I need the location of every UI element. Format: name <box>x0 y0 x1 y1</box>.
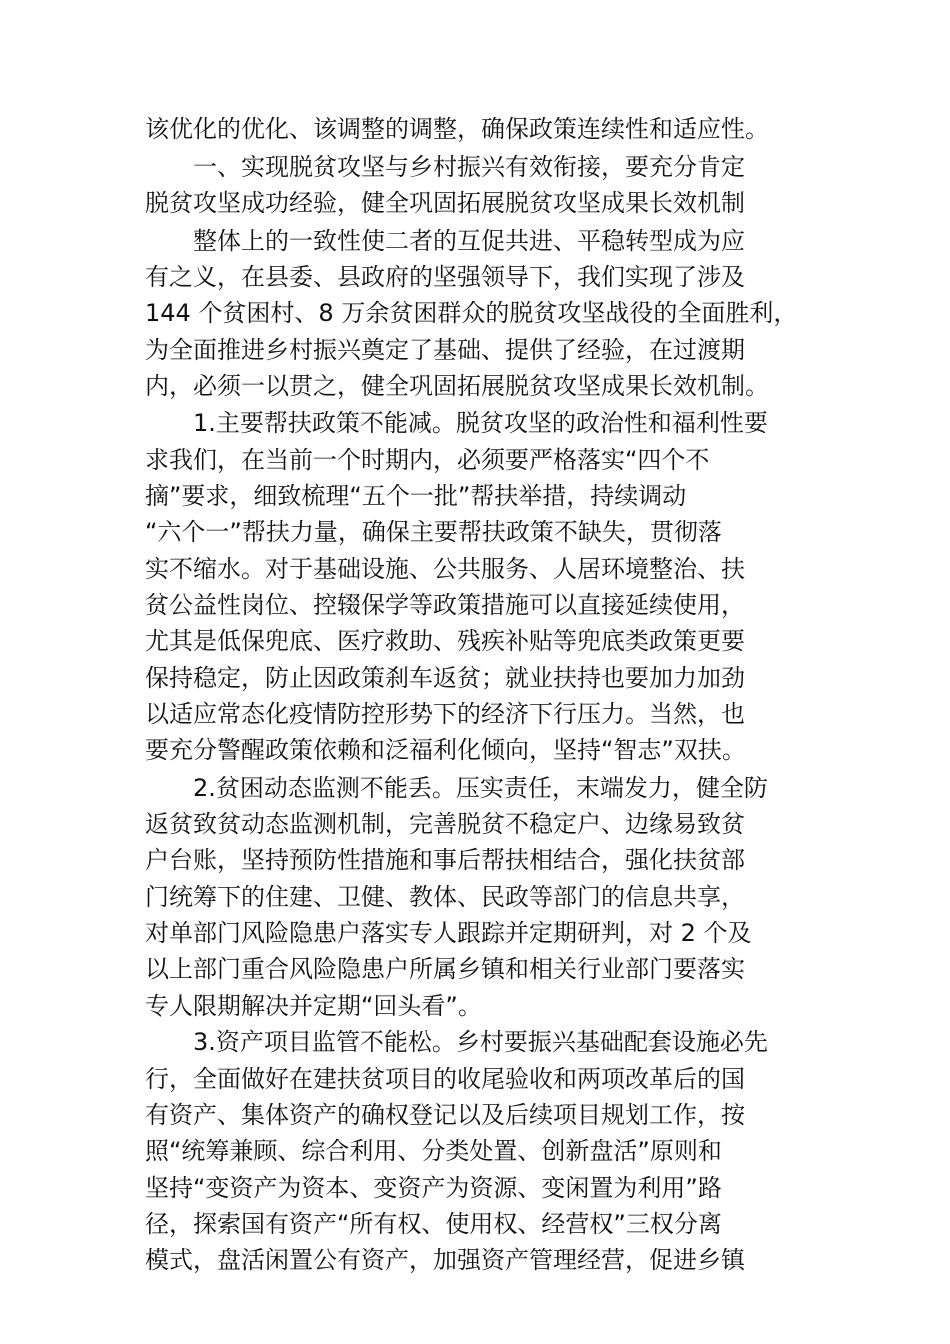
paragraph-line: 为全面推进乡村振兴奠定了基础、提供了经验，在过渡期 <box>145 336 745 364</box>
paragraph-line: “六个一”帮扶力量，确保主要帮扶政策不缺失，贯彻落 <box>145 518 722 546</box>
paragraph-line: 模式，盘活闲置公有资产，加强资产管理经营，促进乡镇 <box>145 1246 745 1274</box>
section-heading: 一、实现脱贫攻坚与乡村振兴有效衔接，要充分肯定 <box>193 153 745 181</box>
paragraph-line: 对单部门风险隐患户落实专人跟踪并定期研判，对 2 个及 <box>145 919 752 947</box>
paragraph-line: 尤其是低保兜底、医疗救助、残疾补贴等兜底类政策更要 <box>145 627 745 655</box>
paragraph-line: 门统筹下的住建、卫健、教体、民政等部门的信息共享， <box>145 883 745 911</box>
paragraph-line: 有资产、集体资产的确权登记以及后续项目规划工作，按 <box>145 1101 745 1129</box>
paragraph-line: 实不缩水。对于基础设施、公共服务、人居环境整治、扶 <box>145 555 745 583</box>
paragraph-line: 144 个贫困村、8 万余贫困群众的脱贫攻坚战役的全面胜利， <box>145 299 798 327</box>
paragraph-line: 以上部门重合风险隐患户所属乡镇和相关行业部门要落实 <box>145 955 745 983</box>
paragraph-line: 返贫致贫动态监测机制，完善脱贫不稳定户、边缘易致贫 <box>145 810 745 838</box>
paragraph-line: 有之义，在县委、县政府的坚强领导下，我们实现了涉及 <box>145 263 745 291</box>
paragraph-line: 3.资产项目监管不能松。乡村要振兴基础配套设施必先 <box>193 1028 768 1056</box>
text-line: 该优化的优化、该调整的调整，确保政策连续性和适应性。 <box>145 115 769 143</box>
paragraph-line: 摘”要求，细致梳理“五个一批”帮扶举措，持续调动 <box>145 482 687 510</box>
paragraph-line: 行，全面做好在建扶贫项目的收尾验收和两项改革后的国 <box>145 1065 745 1093</box>
section-heading: 脱贫攻坚成功经验，健全巩固拓展脱贫攻坚成果长效机制 <box>145 189 745 217</box>
paragraph-line: 户台账，坚持预防性措施和事后帮扶相结合，强化扶贫部 <box>145 846 745 874</box>
paragraph-line: 贫公益性岗位、控辍保学等政策措施可以直接延续使用， <box>145 591 745 619</box>
paragraph-line: 要充分警醒政策依赖和泛福利化倾向，坚持“智志”双扶。 <box>145 736 746 764</box>
paragraph-line: 内，必须一以贯之，健全巩固拓展脱贫攻坚成果长效机制。 <box>145 372 769 400</box>
paragraph-line: 2.贫困动态监测不能丢。压实责任，末端发力，健全防 <box>193 774 768 802</box>
paragraph-line: 整体上的一致性使二者的互促共进、平稳转型成为应 <box>193 227 745 255</box>
paragraph-line: 专人限期解决并定期“回头看”。 <box>145 992 482 1020</box>
paragraph-line: 坚持“变资产为资本、变资产为资源、变闲置为利用”路 <box>145 1174 722 1202</box>
paragraph-line: 求我们，在当前一个时期内，必须要严格落实“四个不 <box>145 446 710 474</box>
paragraph-line: 照“统筹兼顾、综合利用、分类处置、创新盘活”原则和 <box>145 1137 722 1165</box>
paragraph-line: 保持稳定，防止因政策刹车返贫；就业扶持也要加力加劲 <box>145 664 745 692</box>
paragraph-line: 径，探索国有资产“所有权、使用权、经营权”三权分离 <box>145 1210 722 1238</box>
paragraph-line: 1.主要帮扶政策不能减。脱贫攻坚的政治性和福利性要 <box>193 409 768 437</box>
paragraph-line: 以适应常态化疫情防控形势下的经济下行压力。当然，也 <box>145 700 745 728</box>
